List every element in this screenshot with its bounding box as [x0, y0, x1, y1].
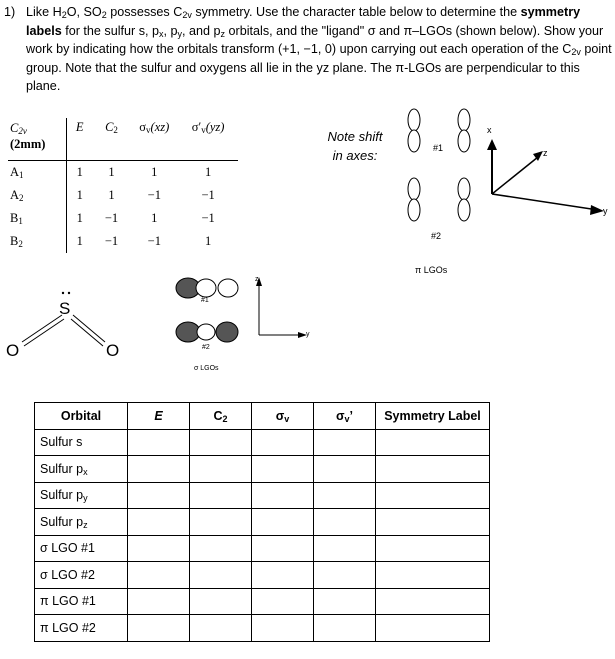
op-e: E: [66, 118, 92, 161]
bold-phrase: symmetry labels: [26, 5, 581, 38]
pi-lgo-1-label: #1: [433, 143, 444, 153]
character-table-header: [8, 118, 238, 161]
table-row: π LGO #1: [35, 588, 490, 615]
table-row: σ LGO #1: [35, 535, 490, 562]
so2-molecule: [0, 280, 140, 360]
sigma-lgo-2-label: #2: [202, 344, 210, 351]
pi-lgo-diagram: [395, 106, 610, 281]
op-sv-yz: $\sigma'_v(yz)$: [178, 118, 238, 161]
table-row: Sulfur s: [35, 429, 490, 456]
axes-note: Note shift in axes:: [327, 129, 383, 163]
sigma-axis-y: y: [306, 331, 310, 338]
sulfur-atom: S: [59, 299, 71, 318]
table-row: π LGO #2: [35, 615, 490, 642]
oxygen-atom-right: O: [106, 341, 120, 360]
table-row: σ LGO #2: [35, 562, 490, 589]
point-group-cell: $C_{2v}$ (2mm): [8, 118, 66, 161]
irrep-row: $A_2$ 1 1 −1 −1: [8, 184, 238, 207]
irrep-row: $B_2$ 1 −1 −1 1: [8, 230, 238, 253]
pi-axis-z: z: [543, 148, 548, 158]
orbital-table-header: [35, 403, 490, 430]
character-table: [8, 118, 238, 253]
question-number: 1): [4, 5, 16, 19]
table-row: Sulfur $p_y$: [35, 482, 490, 509]
orbital-table: [34, 402, 490, 642]
irrep-row: $B_1$ 1 −1 1 −1: [8, 207, 238, 230]
sigma-lgo-caption: σ LGOs: [194, 365, 219, 372]
pi-axis-x: x: [487, 125, 492, 135]
oxygen-atom-left: O: [6, 341, 20, 360]
table-row: Sulfur $p_x$: [35, 456, 490, 483]
op-c2: $C_2$: [93, 118, 131, 161]
question-body: Like $H_2O$, $SO_2$ possesses $C_{2v}$ symmetry. Use the character table below to determine the symmetry labels for the sulfur s, $p_x$, $p_y$, and $p_z$ orbitals, and the "ligand" σ and π–LGOs (shown below). Show your work by indicating how the orbitals transform (+1, −1, 0) upon carrying out each operation of the $C_{2v}$ point group. Note that the sulfur and oxygens all lie in the yz plane. The π-LGOs are perpendicular to this plane.: [26, 5, 612, 93]
table-row: Sulfur $p_z$: [35, 509, 490, 536]
col-c2: $C_2$: [190, 403, 252, 430]
pi-axis-y: y: [603, 206, 608, 216]
sigma-axis-z: z: [255, 276, 259, 283]
question-text: [4, 3, 612, 96]
col-symmetry-label: Symmetry Label: [376, 403, 490, 430]
col-sv: $\sigma_v$: [252, 403, 314, 430]
col-e: E: [128, 403, 190, 430]
irrep-row: $A_1$ 1 1 1 1: [8, 161, 238, 185]
col-orbital: Orbital: [35, 403, 128, 430]
sigma-lgo-diagram: [172, 270, 322, 375]
pi-lgo-caption: π LGOs: [415, 265, 448, 275]
pi-lgo-2-label: #2: [431, 231, 442, 241]
sigma-lgo-1-label: #1: [201, 297, 209, 304]
col-sv-prime: $\sigma_v$’: [314, 403, 376, 430]
op-sv-xz: $\sigma_v(xz)$: [130, 118, 178, 161]
